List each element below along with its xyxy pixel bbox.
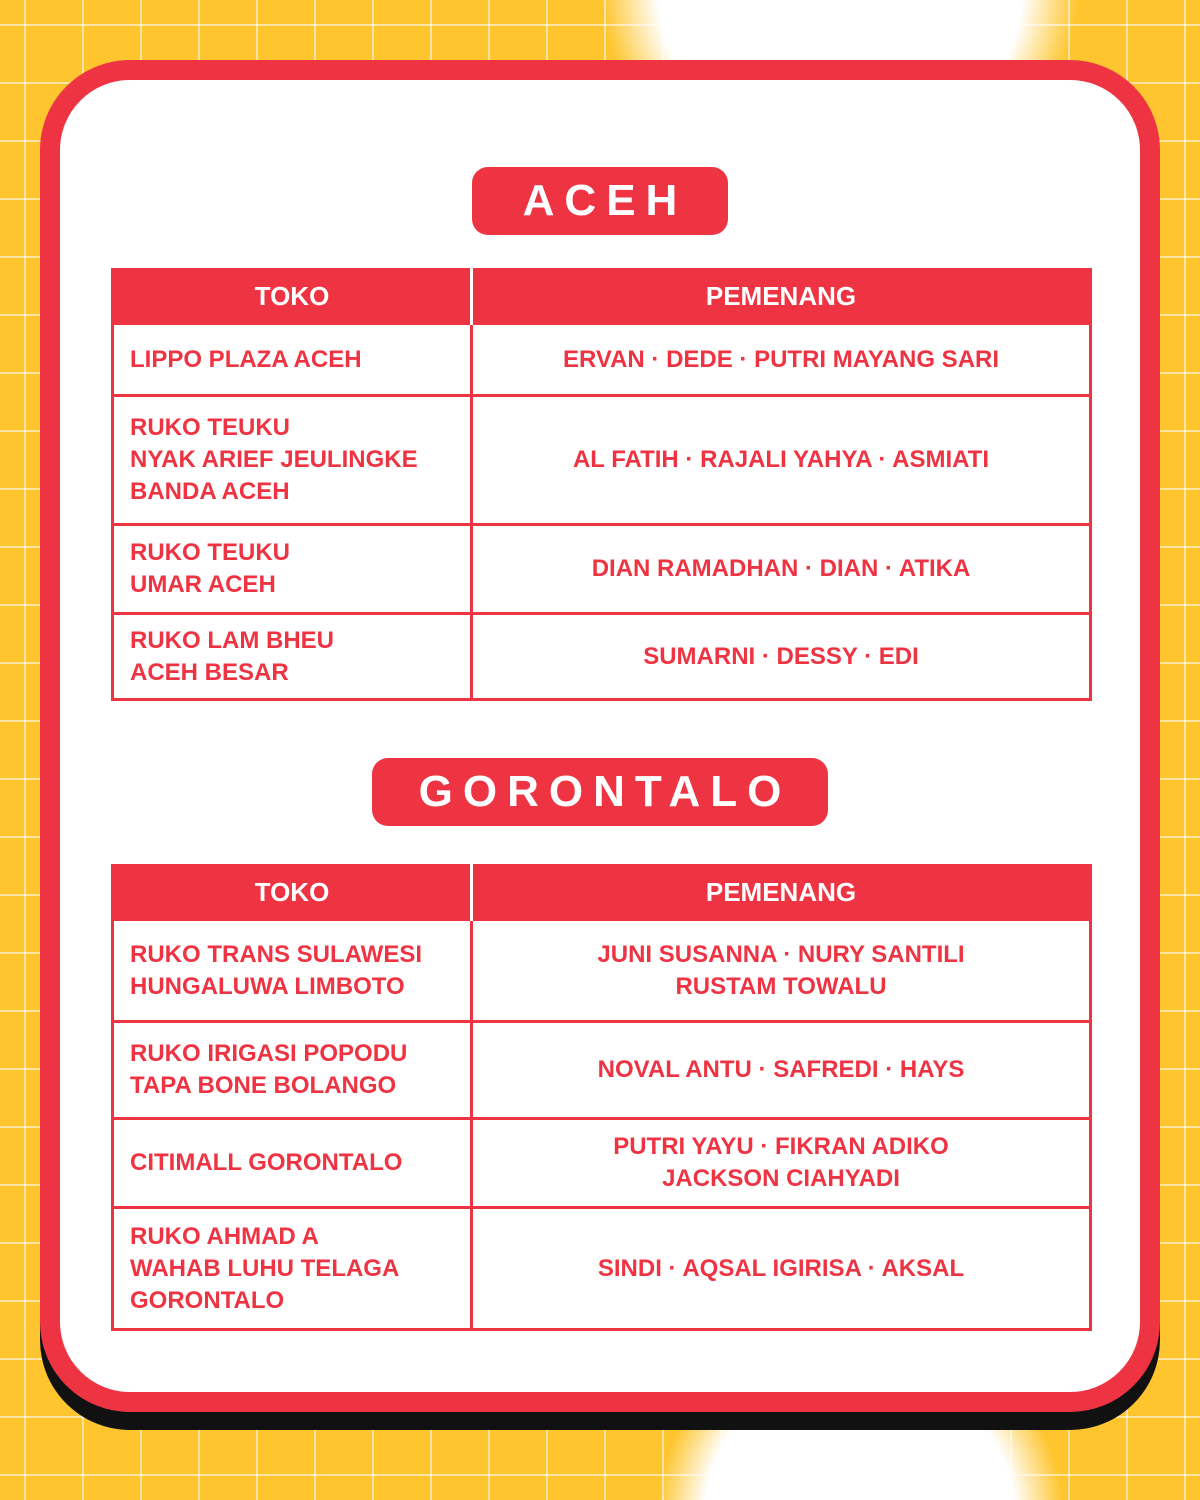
column-header-store: TOKO — [113, 270, 472, 324]
store-cell — [113, 396, 472, 525]
store-name-line: TAPA BONE BOLANGO — [130, 1072, 397, 1099]
winners-line: AL FATIH · RAJALI YAHYA · ASMIATI — [572, 446, 990, 473]
winners-line: DIAN RAMADHAN · DIAN · ATIKA — [591, 555, 971, 582]
winners-table-aceh — [111, 268, 1092, 701]
winners-line: SINDI · AQSAL IGIRISA · AKSAL — [597, 1254, 965, 1282]
store-name-line: HUNGALUWA LIMBOTO — [130, 972, 405, 1000]
store-name-line: NYAK ARIEF JEULINGKE — [130, 446, 418, 473]
region-title-aceh: ACEH — [472, 167, 728, 235]
store-cell — [113, 1208, 472, 1330]
winners-line: RUSTAM TOWALU — [675, 972, 887, 1000]
table-row — [113, 396, 1091, 525]
table-row — [113, 525, 1091, 614]
winners-line: SUMARNI · DESSY · EDI — [643, 642, 919, 670]
table-row — [113, 1208, 1091, 1330]
winners-cell — [472, 396, 1091, 525]
store-cell — [113, 920, 472, 1022]
store-name-line: RUKO TEUKU — [130, 414, 290, 441]
store-name-line: RUKO AHMAD A — [130, 1222, 319, 1250]
store-cell — [113, 324, 472, 396]
store-name-line: RUKO TEUKU — [130, 539, 290, 566]
store-name-line: BANDA ACEH — [130, 478, 290, 505]
winners-line: ERVAN · DEDE · PUTRI MAYANG SARI — [562, 345, 1000, 373]
store-cell — [113, 614, 472, 700]
winners-cell — [472, 1119, 1091, 1208]
winners-line: JACKSON CIAHYADI — [662, 1165, 900, 1192]
column-header-store: TOKO — [113, 866, 472, 920]
store-name-line: UMAR ACEH — [130, 571, 276, 598]
store-cell — [113, 1119, 472, 1208]
winners-line: NOVAL ANTU · SAFREDI · HAYS — [597, 1056, 965, 1083]
winners-cell — [472, 324, 1091, 396]
table-row — [113, 1119, 1091, 1208]
region-title-gorontalo: GORONTALO — [372, 758, 828, 826]
table-row — [113, 920, 1091, 1022]
winners-cell — [472, 614, 1091, 700]
store-name-line: ACEH BESAR — [130, 658, 289, 686]
store-name-line: RUKO IRIGASI POPODU — [130, 1040, 408, 1067]
column-header-winners: PEMENANG — [472, 866, 1091, 920]
store-name-line: RUKO TRANS SULAWESI — [130, 940, 423, 968]
winners-cell — [472, 1022, 1091, 1119]
store-name-line: WAHAB LUHU TELAGA — [130, 1254, 400, 1282]
table-row — [113, 324, 1091, 396]
table-row — [113, 1022, 1091, 1119]
store-name-line: LIPPO PLAZA ACEH — [130, 345, 362, 373]
column-header-winners: PEMENANG — [472, 270, 1091, 324]
winners-cell — [472, 920, 1091, 1022]
store-name-line: CITIMALL GORONTALO — [130, 1149, 403, 1176]
store-cell — [113, 525, 472, 614]
store-cell — [113, 1022, 472, 1119]
table-header-row — [113, 270, 1091, 324]
winners-line: PUTRI YAYU · FIKRAN ADIKO — [613, 1133, 949, 1160]
winners-table-gorontalo — [111, 864, 1092, 1331]
table-row — [113, 614, 1091, 700]
winners-cell — [472, 525, 1091, 614]
winners-line: JUNI SUSANNA · NURY SANTILI — [597, 940, 965, 968]
table-header-row — [113, 866, 1091, 920]
winners-cell — [472, 1208, 1091, 1330]
store-name-line: GORONTALO — [130, 1286, 285, 1314]
store-name-line: RUKO LAM BHEU — [130, 626, 334, 654]
